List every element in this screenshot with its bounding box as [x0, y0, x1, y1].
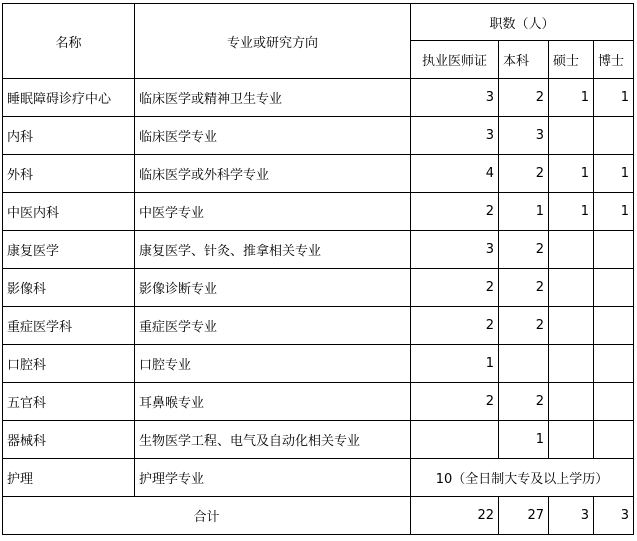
header-name: 名称	[3, 4, 135, 79]
row-license: 2	[411, 193, 499, 231]
row-bachelor	[499, 345, 549, 383]
header-master: 硕士	[549, 41, 594, 79]
row-bachelor: 2	[499, 231, 549, 269]
row-bachelor: 1	[499, 193, 549, 231]
row-name: 护理	[3, 459, 135, 497]
row-license: 3	[411, 79, 499, 117]
row-name: 影像科	[3, 269, 135, 307]
row-name: 外科	[3, 155, 135, 193]
row-major: 护理学专业	[135, 459, 411, 497]
row-doctor	[594, 117, 634, 155]
table-row	[3, 117, 634, 155]
row-name: 重症医学科	[3, 307, 135, 345]
table-row	[3, 307, 634, 345]
row-master: 1	[549, 193, 594, 231]
row-license: 2	[411, 383, 499, 421]
row-license: 3	[411, 231, 499, 269]
table-row	[3, 383, 634, 421]
row-license	[411, 421, 499, 459]
row-bachelor: 1	[499, 421, 549, 459]
row-bachelor: 2	[499, 269, 549, 307]
total-doctor: 3	[594, 497, 634, 535]
row-master	[549, 117, 594, 155]
row-bachelor: 3	[499, 117, 549, 155]
row-master	[549, 345, 594, 383]
row-major: 康复医学、针灸、推拿相关专业	[135, 231, 411, 269]
row-major: 生物医学工程、电气及自动化相关专业	[135, 421, 411, 459]
row-master: 1	[549, 79, 594, 117]
row-doctor: 1	[594, 193, 634, 231]
table-row	[3, 269, 634, 307]
row-doctor	[594, 345, 634, 383]
row-doctor	[594, 421, 634, 459]
row-license: 4	[411, 155, 499, 193]
header-positions: 职数（人）	[411, 4, 634, 41]
header-doctor: 博士	[594, 41, 634, 79]
row-master	[549, 421, 594, 459]
nursing-note: 10（全日制大专及以上学历）	[411, 459, 634, 497]
row-bachelor: 2	[499, 155, 549, 193]
row-major: 口腔专业	[135, 345, 411, 383]
row-name: 康复医学	[3, 231, 135, 269]
row-doctor	[594, 269, 634, 307]
row-license: 2	[411, 269, 499, 307]
row-name: 器械科	[3, 421, 135, 459]
row-major: 临床医学专业	[135, 117, 411, 155]
row-master: 1	[549, 155, 594, 193]
row-major: 耳鼻喉专业	[135, 383, 411, 421]
row-major: 影像诊断专业	[135, 269, 411, 307]
table-row	[3, 155, 634, 193]
row-doctor	[594, 383, 634, 421]
row-doctor	[594, 231, 634, 269]
row-bachelor: 2	[499, 383, 549, 421]
row-master	[549, 269, 594, 307]
row-license: 2	[411, 307, 499, 345]
total-label: 合计	[3, 497, 411, 535]
header-bachelor: 本科	[499, 41, 549, 79]
row-master	[549, 383, 594, 421]
total-master: 3	[549, 497, 594, 535]
row-license: 3	[411, 117, 499, 155]
table-row	[3, 231, 634, 269]
row-doctor	[594, 307, 634, 345]
row-major: 临床医学或精神卫生专业	[135, 79, 411, 117]
total-row	[3, 497, 634, 535]
table-row	[3, 345, 634, 383]
row-major: 中医学专业	[135, 193, 411, 231]
row-major: 临床医学或外科学专业	[135, 155, 411, 193]
header-major: 专业或研究方向	[135, 4, 411, 79]
row-name: 睡眠障碍诊疗中心	[3, 79, 135, 117]
staffing-table	[2, 3, 634, 535]
row-name: 中医内科	[3, 193, 135, 231]
nursing-row	[3, 459, 634, 497]
row-master	[549, 231, 594, 269]
row-name: 口腔科	[3, 345, 135, 383]
row-doctor: 1	[594, 79, 634, 117]
row-bachelor: 2	[499, 79, 549, 117]
header-license: 执业医师证	[411, 41, 499, 79]
total-license: 22	[411, 497, 499, 535]
row-master	[549, 307, 594, 345]
header-row-top	[3, 4, 634, 41]
row-doctor: 1	[594, 155, 634, 193]
table-row	[3, 421, 634, 459]
row-name: 内科	[3, 117, 135, 155]
table-row	[3, 79, 634, 117]
row-license: 1	[411, 345, 499, 383]
row-major: 重症医学专业	[135, 307, 411, 345]
row-name: 五官科	[3, 383, 135, 421]
table-row	[3, 193, 634, 231]
row-bachelor: 2	[499, 307, 549, 345]
total-bachelor: 27	[499, 497, 549, 535]
